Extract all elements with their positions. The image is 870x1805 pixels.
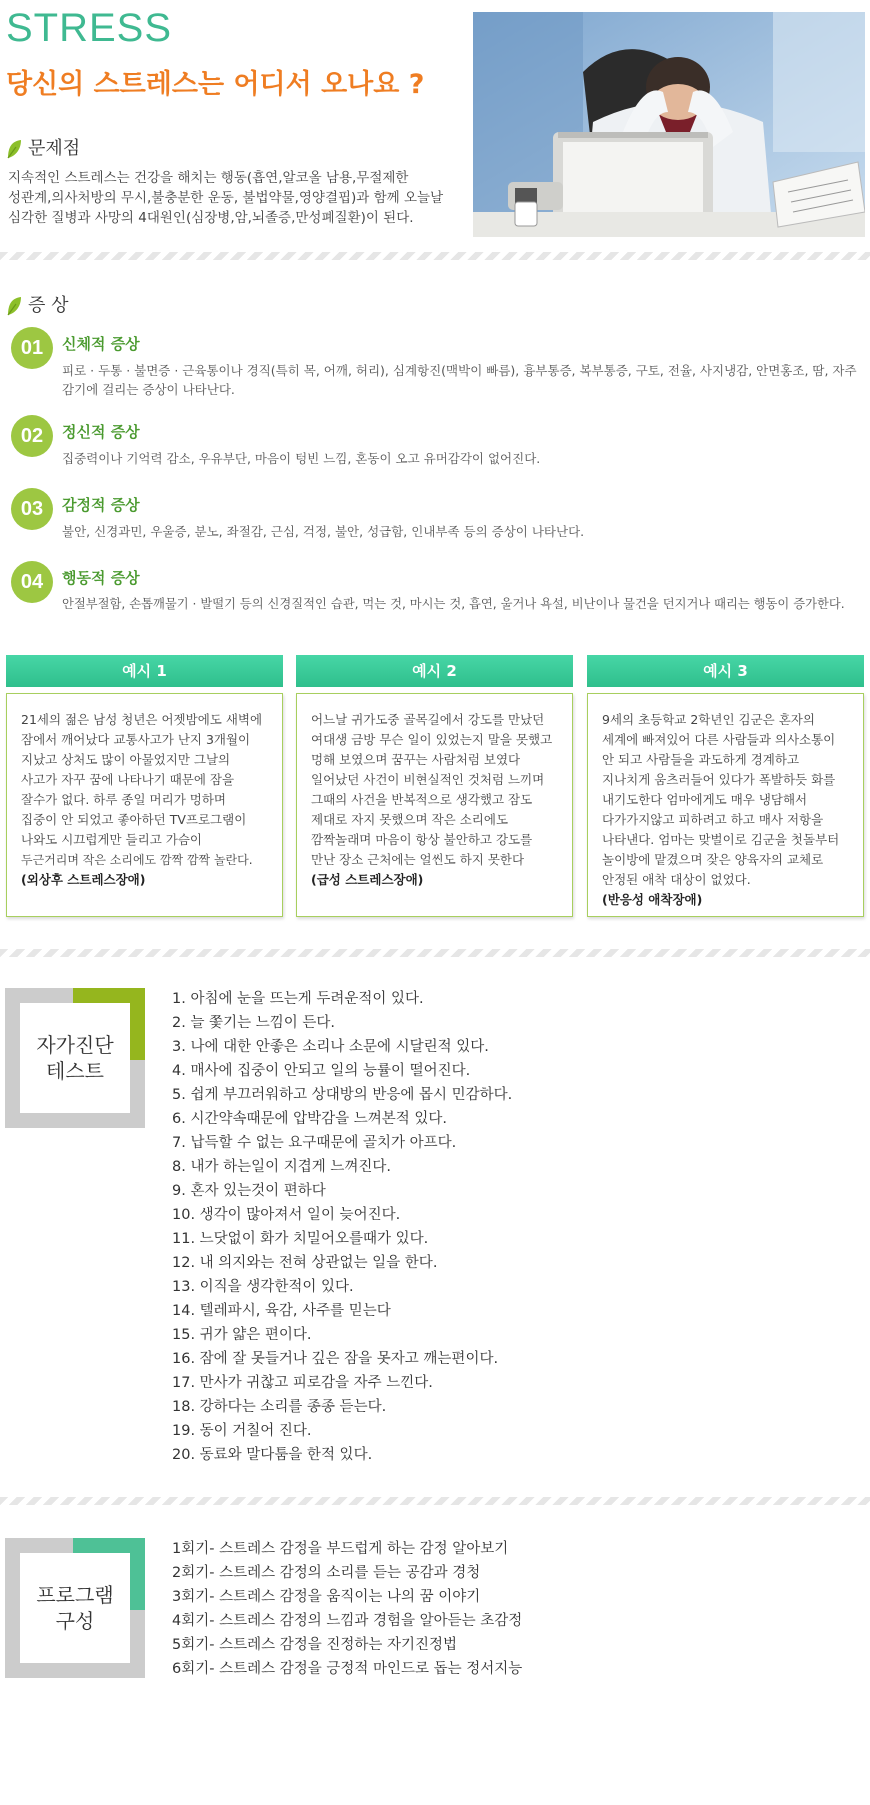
example-1-card (6, 693, 283, 917)
self-test-list (172, 987, 512, 1467)
list-item: 20. 동료와 말다툼을 한적 있다. (172, 1447, 373, 1463)
badge-line: 자가진단 (36, 1033, 114, 1057)
page-title-ko: 당신의 스트레스는 어디서 오나요 ? (6, 69, 425, 100)
example-line: 안정된 애착 대상이 없었다. (602, 872, 751, 887)
example-line: 그때의 사건을 반복적으로 생각했고 잠도 (311, 792, 533, 807)
example-line: 깜짝놀래며 마음이 항상 불안하고 강도를 (311, 832, 533, 847)
symptom-description (62, 522, 862, 541)
stressed-office-worker-photo (473, 12, 865, 237)
example-line: 9세의 초등학교 2학년인 김군은 혼자의 (602, 712, 815, 727)
list-item: 3. 나에 대한 안좋은 소리나 소문에 시달린적 있다. (172, 1039, 489, 1055)
program-badge (5, 1538, 145, 1678)
example-line: 지났고 상처도 많이 아물었지만 그날의 (21, 752, 231, 767)
list-item: 1. 아침에 눈을 뜨는게 두려운적이 있다. (172, 991, 424, 1007)
example-line: 잘수가 없다. 하루 종일 머리가 멍하며 (21, 792, 226, 807)
problem-line: 지속적인 스트레스는 건강을 해치는 행동(흡연,알코올 남용,무절제한 (8, 170, 409, 186)
self-test-badge-label (20, 1003, 130, 1113)
list-item: 1회기- 스트레스 감정을 부드럽게 하는 감정 알아보기 (172, 1541, 509, 1557)
list-item: 13. 이직을 생각한적이 있다. (172, 1279, 354, 1295)
list-item: 14. 텔레파시, 육감, 사주를 믿는다 (172, 1303, 391, 1319)
program-badge-label (20, 1553, 130, 1663)
list-item: 4. 매사에 집중이 안되고 일의 능률이 떨어진다. (172, 1063, 471, 1079)
example-line: 지나치게 움츠러들어 있다가 폭발하듯 화를 (602, 772, 836, 787)
program-list (172, 1537, 522, 1681)
symptom-title: 감정적 증상 (62, 496, 140, 514)
example-line: 나타낸다. 엄마는 맞벌이로 김군을 첫돌부터 (602, 832, 840, 847)
example-line: 21세의 젊은 남성 청년은 어젯밤에도 새벽에 (21, 712, 263, 727)
symptom-description (62, 595, 867, 614)
symptom-description (62, 449, 862, 468)
example-line: 다가가지않고 피하려고 하고 매사 저항을 (602, 812, 824, 827)
symptoms-heading-label: 증 상 (28, 295, 69, 316)
list-item: 7. 납득할 수 없는 요구때문에 골치가 아프다. (172, 1135, 457, 1151)
list-item: 12. 내 의지와는 전혀 상관없는 일을 한다. (172, 1255, 438, 1271)
leaf-icon (6, 139, 22, 159)
problem-heading-label: 문제점 (28, 138, 81, 159)
problem-heading (6, 134, 80, 160)
page-title-en: STRESS (6, 6, 173, 50)
problem-line: 심각한 질병과 사망의 4대원인(심장병,암,뇌졸증,만성폐질환)이 된다. (8, 210, 414, 226)
section-divider (0, 252, 870, 260)
list-item: 6. 시간약속때문에 압박감을 느껴본적 있다. (172, 1111, 447, 1127)
list-item: 2. 늘 쫓기는 느낌이 든다. (172, 1015, 335, 1031)
list-item: 5. 쉽게 부끄러워하고 상대방의 반응에 몹시 민감하다. (172, 1087, 513, 1103)
problem-paragraph (8, 168, 458, 228)
list-item: 19. 동이 거칠어 진다. (172, 1423, 312, 1439)
symptom-title: 행동적 증상 (62, 569, 140, 587)
list-item: 3회기- 스트레스 감정을 움직이는 나의 꿈 이야기 (172, 1589, 481, 1605)
example-line: 멍해 보였으며 꿈꾸는 사람처럼 보였다 (311, 752, 521, 767)
section-divider (0, 1497, 870, 1505)
badge-line: 프로그램 (36, 1583, 114, 1607)
list-item: 2회기- 스트레스 감정의 소리를 듣는 공감과 경청 (172, 1565, 481, 1581)
example-1-header: 예시 1 (6, 655, 283, 687)
symptom-number: 03 (11, 488, 53, 530)
example-line: 나와도 시끄럽게만 들리고 가슴이 (21, 832, 202, 847)
example-3-header: 예시 3 (587, 655, 864, 687)
example-line: 어느날 귀가도중 골목길에서 강도를 만났던 (311, 712, 545, 727)
example-line: 놀이방에 맡겼으며 잦은 양육자의 교체로 (602, 852, 824, 867)
list-item: 5회기- 스트레스 감정을 진정하는 자기진정법 (172, 1637, 458, 1653)
list-item: 15. 귀가 얇은 편이다. (172, 1327, 312, 1343)
example-2-card (296, 693, 573, 917)
example-line: 일어났던 사건이 비현실적인 것처럼 느끼며 (311, 772, 545, 787)
example-2-diagnosis: (급성 스트레스장애) (311, 872, 424, 887)
example-3-text (602, 710, 849, 890)
symptom-description-line: 피로 · 두통 · 불면증 · 근육통이나 경직(특히 목, 어깨, 허리), 심계항진(맥박이 빠름), 흉부통증, 복부통증, 구토, 전율, 사지냉감, 안면홍조, 땀, 자주 (62, 363, 857, 378)
symptom-number: 01 (11, 327, 53, 369)
example-line: 제대로 자지 못했으며 작은 소리에도 (311, 812, 509, 827)
list-item: 6회기- 스트레스 감정을 긍정적 마인드로 돕는 정서지능 (172, 1661, 523, 1677)
list-item: 16. 잠에 잘 못들거나 깊은 잠을 못자고 깨는편이다. (172, 1351, 499, 1367)
list-item: 17. 만사가 귀찮고 피로감을 자주 느낀다. (172, 1375, 433, 1391)
example-1-text (21, 710, 268, 870)
example-line: 내기도한다 엄마에게도 매우 냉담해서 (602, 792, 808, 807)
section-divider (0, 949, 870, 957)
example-2-header: 예시 2 (296, 655, 573, 687)
symptom-title: 신체적 증상 (62, 335, 140, 353)
symptom-description-line: 감기에 걸리는 증상이 나타난다. (62, 382, 235, 397)
problem-line: 성관계,의사처방의 무시,불충분한 운동, 불법약물,영양결핍)과 함께 오늘날 (8, 190, 444, 206)
symptom-title: 정신적 증상 (62, 423, 140, 441)
example-line: 집중이 안 되었고 좋아하던 TV프로그램이 (21, 812, 247, 827)
example-line: 안 되고 사람들을 과도하게 경계하고 (602, 752, 800, 767)
symptom-description-line: 안절부절함, 손톱깨물기 · 발떨기 등의 신경질적인 습관, 먹는 것, 마시는 것, 흡연, 울거나 욕설, 비난이나 물건을 던지거나 때리는 행동이 증가한다. (62, 597, 845, 611)
list-item: 4회기- 스트레스 감정의 느낌과 경험을 알아듣는 초감정 (172, 1613, 523, 1629)
badge-line: 테스트 (46, 1059, 104, 1083)
example-line: 만난 장소 근처에는 얼씬도 하지 못한다 (311, 852, 525, 867)
example-line: 세계에 빠져있어 다른 사람들과 의사소통이 (602, 732, 836, 747)
example-1-diagnosis: (외상후 스트레스장애) (21, 872, 146, 887)
example-3-card (587, 693, 864, 917)
list-item: 8. 내가 하는일이 지겹게 느껴진다. (172, 1159, 391, 1175)
example-2-text (311, 710, 558, 870)
example-line: 잠에서 깨어났다 교통사고가 난지 3개월이 (21, 732, 251, 747)
symptom-description (62, 361, 862, 399)
self-test-badge (5, 988, 145, 1128)
badge-line: 구성 (55, 1609, 95, 1633)
symptom-number: 04 (11, 561, 53, 603)
list-item: 18. 강하다는 소리를 종종 듣는다. (172, 1399, 387, 1415)
example-line: 여대생 금방 무슨 일이 있었는지 말을 못했고 (311, 732, 553, 747)
list-item: 9. 혼자 있는것이 편하다 (172, 1183, 326, 1199)
symptom-description-line: 불안, 신경과민, 우울증, 분노, 좌절감, 근심, 걱정, 불안, 성급함, 인내부족 등의 증상이 나타난다. (62, 524, 585, 539)
example-line: 사고가 자꾸 꿈에 나타나기 때문에 잠을 (21, 772, 235, 787)
leaf-icon (6, 296, 22, 316)
symptom-description-line: 집중력이나 기억력 감소, 우유부단, 마음이 텅빈 느낌, 혼동이 오고 유머감각이 없어진다. (62, 451, 541, 466)
symptom-number: 02 (11, 415, 53, 457)
symptoms-heading (6, 291, 69, 317)
example-line: 두근거리며 작은 소리에도 깜짝 깜짝 놀란다. (21, 853, 253, 867)
example-3-diagnosis: (반응성 애착장애) (602, 892, 703, 907)
list-item: 10. 생각이 많아져서 일이 늦어진다. (172, 1207, 401, 1223)
list-item: 11. 느닷없이 화가 치밀어오를때가 있다. (172, 1231, 429, 1247)
